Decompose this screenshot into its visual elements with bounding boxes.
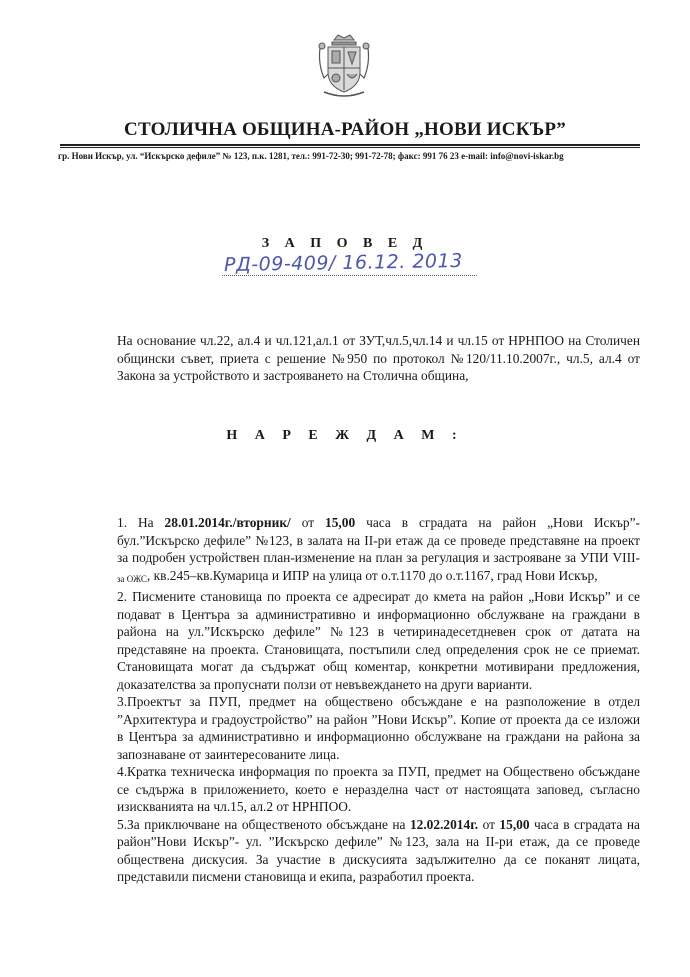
point-3: 3.Проектът за ПУП, предмет на обществено обсъждане е на разположение в отдел ”Архитектура и градоустройство” на район ”Нови Искър”. Копие от проекта да се изложи в Центъра за административно и информационно обслужване на граждани на района за запознаване от заинтересованите лица.	[117, 694, 640, 762]
point-2: 2. Писмените становища по проекта се адресират до кмета на район „Нови Искър” и се подават в Центъра за административно и информационно обслужване на граждани в района на ул.”Искърско дефиле” №123 в четиринадесетдневен срок от датата на представяне на проекта. Становищата, постъпили след определения срок не се приемат. Становищата могат да съдържат общ коментар, конкретни мотивирани предложения, доказателства за пропуснати ползи от невъвеждането на други варианти.	[117, 589, 640, 692]
point-4: 4.Кратка техническа информация по проекта за ПУП, предмет на Обществено обсъждане се съдържа в приложението, което е неразделна част от настоящата заповед, съгласно изискванията на чл.15, ал.2 от НРНПОО.	[117, 764, 640, 814]
organization-title: СТОЛИЧНА ОБЩИНА-РАЙОН „НОВИ ИСКЪР”	[124, 119, 566, 140]
contact-line: гр. Нови Искър, ул. “Искърско дефиле” № 123, п.к. 1281, тел.: 991-72-30; 991-72-78; факс: 991 76 23 e-mail: info@novi-iskar.bg	[58, 151, 564, 161]
point-1-date: 28.01.2014г./вторник/	[164, 515, 291, 530]
handwritten-registration-number: РД-09-409/ 16.12. 2013	[223, 249, 463, 277]
header-rule-thin	[60, 147, 640, 148]
point-5-time: 15,00	[499, 816, 530, 832]
point-1-subscript: за ОЖС	[117, 573, 147, 584]
point-1: 1. На 28.01.2014г./вторник/ от 15,00 часа в сградата на район „Нови Искър”- бул.”Искърско дефиле” №123, в залата на II-ри етаж да се проведе представяне на проект за подробен устройствен план-изменение на план за регулация и застрояване за УПИ VIII-$_{за ОЖС}$, кв.245–кв.Кумарица и ИПР на улица от о.т.1170 до о.т.1167, град Нови Искър,	[117, 515, 640, 584]
order-points	[117, 514, 640, 886]
header-rule-thick	[60, 144, 640, 146]
document-title: З А П О В Е Д	[261, 236, 429, 251]
legal-basis-text: На основание чл.22, ал.4 и чл.121,ал.1 от ЗУТ,чл.5,чл.14 и чл.15 от НРНПОО на Столичен общински съвет, приета с решение №950 по протокол №120/11.10.2007г., чл.5, ал.4 от Закона за устройството и застрояването на Столична община,	[117, 333, 640, 383]
point-5: 5.За приключване на общественото обсъждане на 12.02.2014г. от 15,00 часа в сградата на район”Нови Искър”- ул. ”Искърско дефиле” №123, зала на II-ри етаж, да се проведе обществена дискусия. За участие в дискусията задължително да се поканят лицата, представили писмени становища и екипа, разработил проекта.	[117, 816, 640, 884]
point-5-date: 12.02.2014г.	[409, 816, 479, 832]
registration-dotted-line	[222, 275, 477, 276]
coat-of-arms-icon	[314, 34, 374, 100]
ordering-heading: Н А Р Е Ж Д А М :	[226, 428, 464, 443]
point-1-time: 15,00	[325, 515, 356, 530]
legal-basis-paragraph	[117, 332, 640, 385]
